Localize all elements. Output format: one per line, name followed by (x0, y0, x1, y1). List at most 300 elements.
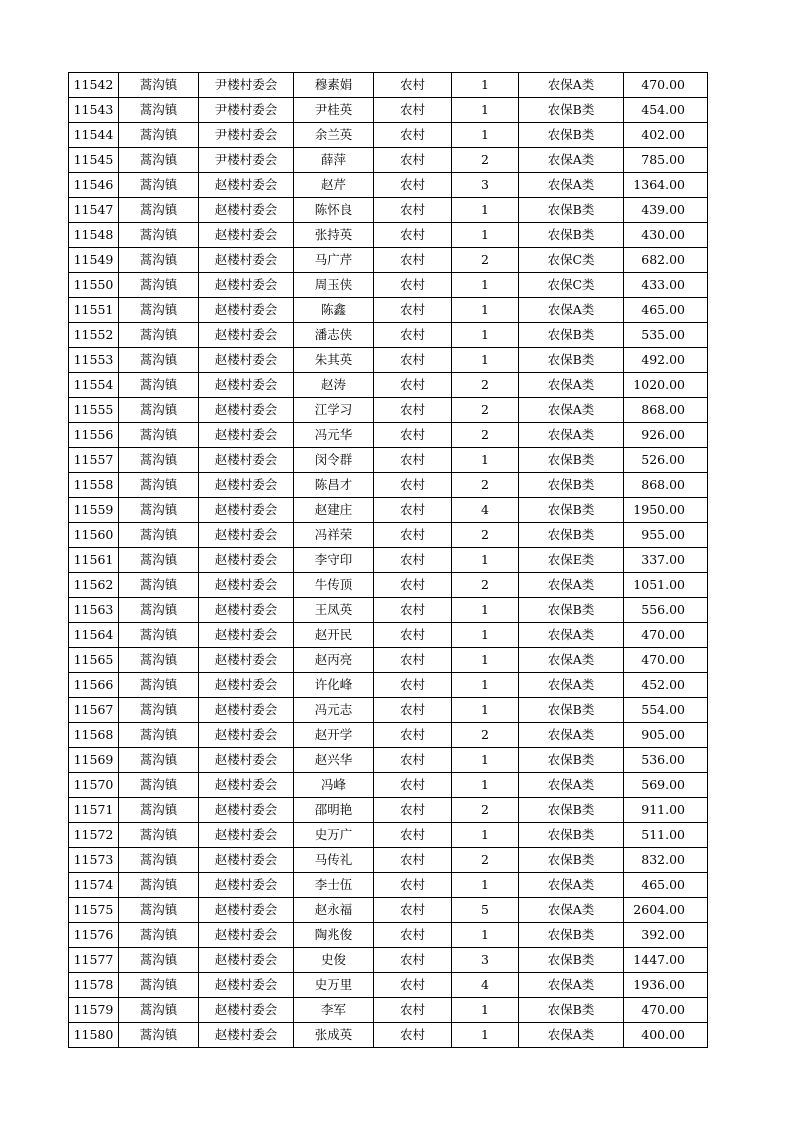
area-type-cell: 农村 (374, 73, 452, 98)
village-committee-cell: 赵楼村委会 (199, 398, 294, 423)
record-id-cell: 11557 (69, 448, 119, 473)
amount-cell: 470.00 (624, 73, 708, 98)
town-cell: 蒿沟镇 (119, 698, 199, 723)
village-committee-cell: 赵楼村委会 (199, 673, 294, 698)
table-row (69, 673, 708, 698)
table-row (69, 248, 708, 273)
table-row (69, 323, 708, 348)
person-name-cell: 许化峰 (294, 673, 374, 698)
amount-cell: 337.00 (624, 548, 708, 573)
insurance-category-cell: 农保B类 (519, 523, 624, 548)
table-row (69, 698, 708, 723)
household-count-cell: 2 (452, 798, 519, 823)
town-cell: 蒿沟镇 (119, 498, 199, 523)
person-name-cell: 赵建庄 (294, 498, 374, 523)
household-count-cell: 2 (452, 473, 519, 498)
record-id-cell: 11553 (69, 348, 119, 373)
area-type-cell: 农村 (374, 148, 452, 173)
record-id-cell: 11546 (69, 173, 119, 198)
town-cell: 蒿沟镇 (119, 648, 199, 673)
amount-cell: 454.00 (624, 98, 708, 123)
area-type-cell: 农村 (374, 923, 452, 948)
town-cell: 蒿沟镇 (119, 73, 199, 98)
amount-cell: 832.00 (624, 848, 708, 873)
area-type-cell: 农村 (374, 173, 452, 198)
amount-cell: 392.00 (624, 923, 708, 948)
town-cell: 蒿沟镇 (119, 173, 199, 198)
household-count-cell: 1 (452, 448, 519, 473)
record-id-cell: 11570 (69, 773, 119, 798)
record-id-cell: 11562 (69, 573, 119, 598)
table-row (69, 473, 708, 498)
person-name-cell: 冯峰 (294, 773, 374, 798)
village-committee-cell: 赵楼村委会 (199, 1023, 294, 1048)
table-row (69, 848, 708, 873)
village-committee-cell: 赵楼村委会 (199, 848, 294, 873)
record-id-cell: 11574 (69, 873, 119, 898)
household-count-cell: 4 (452, 498, 519, 523)
person-name-cell: 史万里 (294, 973, 374, 998)
insurance-category-cell: 农保B类 (519, 448, 624, 473)
insurance-category-cell: 农保B类 (519, 823, 624, 848)
amount-cell: 470.00 (624, 998, 708, 1023)
person-name-cell: 江学习 (294, 398, 374, 423)
town-cell: 蒿沟镇 (119, 898, 199, 923)
amount-cell: 1020.00 (624, 373, 708, 398)
household-count-cell: 1 (452, 773, 519, 798)
person-name-cell: 陈昌才 (294, 473, 374, 498)
person-name-cell: 赵涛 (294, 373, 374, 398)
area-type-cell: 农村 (374, 123, 452, 148)
village-committee-cell: 赵楼村委会 (199, 298, 294, 323)
household-count-cell: 1 (452, 298, 519, 323)
area-type-cell: 农村 (374, 598, 452, 623)
area-type-cell: 农村 (374, 873, 452, 898)
amount-cell: 470.00 (624, 648, 708, 673)
household-count-cell: 3 (452, 948, 519, 973)
record-id-cell: 11560 (69, 523, 119, 548)
village-committee-cell: 尹楼村委会 (199, 98, 294, 123)
record-id-cell: 11554 (69, 373, 119, 398)
town-cell: 蒿沟镇 (119, 273, 199, 298)
person-name-cell: 尹桂英 (294, 98, 374, 123)
insurance-category-cell: 农保B类 (519, 698, 624, 723)
record-id-cell: 11569 (69, 748, 119, 773)
insurance-category-cell: 农保A类 (519, 773, 624, 798)
town-cell: 蒿沟镇 (119, 223, 199, 248)
town-cell: 蒿沟镇 (119, 398, 199, 423)
table-row (69, 573, 708, 598)
record-id-cell: 11563 (69, 598, 119, 623)
amount-cell: 492.00 (624, 348, 708, 373)
table-row (69, 648, 708, 673)
record-id-cell: 11548 (69, 223, 119, 248)
town-cell: 蒿沟镇 (119, 448, 199, 473)
record-id-cell: 11544 (69, 123, 119, 148)
amount-cell: 785.00 (624, 148, 708, 173)
record-id-cell: 11576 (69, 923, 119, 948)
village-committee-cell: 赵楼村委会 (199, 473, 294, 498)
household-count-cell: 1 (452, 673, 519, 698)
amount-cell: 1051.00 (624, 573, 708, 598)
area-type-cell: 农村 (374, 698, 452, 723)
town-cell: 蒿沟镇 (119, 673, 199, 698)
record-id-cell: 11543 (69, 98, 119, 123)
household-count-cell: 1 (452, 598, 519, 623)
area-type-cell: 农村 (374, 673, 452, 698)
records-table-body (69, 73, 708, 1048)
village-committee-cell: 尹楼村委会 (199, 148, 294, 173)
insurance-category-cell: 农保B类 (519, 923, 624, 948)
household-count-cell: 2 (452, 423, 519, 448)
insurance-category-cell: 农保B类 (519, 498, 624, 523)
amount-cell: 400.00 (624, 1023, 708, 1048)
village-committee-cell: 赵楼村委会 (199, 798, 294, 823)
record-id-cell: 11561 (69, 548, 119, 573)
table-row (69, 523, 708, 548)
village-committee-cell: 赵楼村委会 (199, 998, 294, 1023)
household-count-cell: 2 (452, 573, 519, 598)
household-count-cell: 2 (452, 248, 519, 273)
village-committee-cell: 赵楼村委会 (199, 873, 294, 898)
table-row (69, 623, 708, 648)
household-count-cell: 5 (452, 898, 519, 923)
table-row (69, 123, 708, 148)
insurance-category-cell: 农保A类 (519, 873, 624, 898)
insurance-category-cell: 农保A类 (519, 623, 624, 648)
person-name-cell: 赵开民 (294, 623, 374, 648)
table-row (69, 223, 708, 248)
person-name-cell: 陈鑫 (294, 298, 374, 323)
amount-cell: 1950.00 (624, 498, 708, 523)
table-row (69, 823, 708, 848)
amount-cell: 868.00 (624, 473, 708, 498)
record-id-cell: 11565 (69, 648, 119, 673)
household-count-cell: 1 (452, 748, 519, 773)
area-type-cell: 农村 (374, 948, 452, 973)
household-count-cell: 2 (452, 848, 519, 873)
town-cell: 蒿沟镇 (119, 523, 199, 548)
table-row (69, 748, 708, 773)
insurance-category-cell: 农保A类 (519, 648, 624, 673)
area-type-cell: 农村 (374, 273, 452, 298)
amount-cell: 2604.00 (624, 898, 708, 923)
person-name-cell: 薛萍 (294, 148, 374, 173)
household-count-cell: 2 (452, 373, 519, 398)
table-row (69, 273, 708, 298)
person-name-cell: 赵芹 (294, 173, 374, 198)
amount-cell: 569.00 (624, 773, 708, 798)
person-name-cell: 闵令群 (294, 448, 374, 473)
record-id-cell: 11555 (69, 398, 119, 423)
amount-cell: 955.00 (624, 523, 708, 548)
record-id-cell: 11578 (69, 973, 119, 998)
amount-cell: 526.00 (624, 448, 708, 473)
household-count-cell: 1 (452, 198, 519, 223)
record-id-cell: 11545 (69, 148, 119, 173)
record-id-cell: 11579 (69, 998, 119, 1023)
insurance-category-cell: 农保A类 (519, 898, 624, 923)
amount-cell: 465.00 (624, 873, 708, 898)
town-cell: 蒿沟镇 (119, 873, 199, 898)
village-committee-cell: 赵楼村委会 (199, 273, 294, 298)
insurance-category-cell: 农保A类 (519, 173, 624, 198)
area-type-cell: 农村 (374, 298, 452, 323)
town-cell: 蒿沟镇 (119, 423, 199, 448)
insurance-category-cell: 农保B类 (519, 798, 624, 823)
area-type-cell: 农村 (374, 773, 452, 798)
area-type-cell: 农村 (374, 323, 452, 348)
record-id-cell: 11567 (69, 698, 119, 723)
insurance-category-cell: 农保C类 (519, 248, 624, 273)
record-id-cell: 11568 (69, 723, 119, 748)
town-cell: 蒿沟镇 (119, 198, 199, 223)
household-count-cell: 1 (452, 348, 519, 373)
amount-cell: 554.00 (624, 698, 708, 723)
insurance-category-cell: 农保B类 (519, 323, 624, 348)
amount-cell: 465.00 (624, 298, 708, 323)
table-row (69, 873, 708, 898)
person-name-cell: 冯祥荣 (294, 523, 374, 548)
town-cell: 蒿沟镇 (119, 823, 199, 848)
amount-cell: 452.00 (624, 673, 708, 698)
person-name-cell: 冯元华 (294, 423, 374, 448)
insurance-category-cell: 农保A类 (519, 573, 624, 598)
household-count-cell: 1 (452, 923, 519, 948)
town-cell: 蒿沟镇 (119, 573, 199, 598)
town-cell: 蒿沟镇 (119, 598, 199, 623)
village-committee-cell: 赵楼村委会 (199, 348, 294, 373)
village-committee-cell: 赵楼村委会 (199, 573, 294, 598)
record-id-cell: 11550 (69, 273, 119, 298)
record-id-cell: 11564 (69, 623, 119, 648)
village-committee-cell: 赵楼村委会 (199, 748, 294, 773)
table-row (69, 948, 708, 973)
amount-cell: 1364.00 (624, 173, 708, 198)
amount-cell: 439.00 (624, 198, 708, 223)
table-row (69, 1023, 708, 1048)
village-committee-cell: 赵楼村委会 (199, 373, 294, 398)
insurance-category-cell: 农保B类 (519, 348, 624, 373)
village-committee-cell: 赵楼村委会 (199, 598, 294, 623)
household-count-cell: 3 (452, 173, 519, 198)
person-name-cell: 潘志侠 (294, 323, 374, 348)
area-type-cell: 农村 (374, 223, 452, 248)
amount-cell: 911.00 (624, 798, 708, 823)
household-count-cell: 2 (452, 723, 519, 748)
insurance-category-cell: 农保A类 (519, 373, 624, 398)
insurance-category-cell: 农保B类 (519, 198, 624, 223)
person-name-cell: 陈怀良 (294, 198, 374, 223)
amount-cell: 905.00 (624, 723, 708, 748)
person-name-cell: 余兰英 (294, 123, 374, 148)
person-name-cell: 史万广 (294, 823, 374, 848)
household-count-cell: 2 (452, 148, 519, 173)
town-cell: 蒿沟镇 (119, 848, 199, 873)
table-row (69, 923, 708, 948)
person-name-cell: 张持英 (294, 223, 374, 248)
insurance-category-cell: 农保A类 (519, 973, 624, 998)
village-committee-cell: 赵楼村委会 (199, 623, 294, 648)
area-type-cell: 农村 (374, 548, 452, 573)
area-type-cell: 农村 (374, 348, 452, 373)
area-type-cell: 农村 (374, 723, 452, 748)
record-id-cell: 11558 (69, 473, 119, 498)
table-row (69, 798, 708, 823)
insurance-category-cell: 农保A类 (519, 723, 624, 748)
amount-cell: 470.00 (624, 623, 708, 648)
amount-cell: 926.00 (624, 423, 708, 448)
area-type-cell: 农村 (374, 498, 452, 523)
amount-cell: 682.00 (624, 248, 708, 273)
village-committee-cell: 赵楼村委会 (199, 548, 294, 573)
household-count-cell: 2 (452, 523, 519, 548)
town-cell: 蒿沟镇 (119, 773, 199, 798)
person-name-cell: 牛传顶 (294, 573, 374, 598)
village-committee-cell: 赵楼村委会 (199, 498, 294, 523)
household-count-cell: 1 (452, 873, 519, 898)
amount-cell: 556.00 (624, 598, 708, 623)
area-type-cell: 农村 (374, 423, 452, 448)
record-id-cell: 11577 (69, 948, 119, 973)
record-id-cell: 11571 (69, 798, 119, 823)
person-name-cell: 邵明艳 (294, 798, 374, 823)
town-cell: 蒿沟镇 (119, 123, 199, 148)
town-cell: 蒿沟镇 (119, 748, 199, 773)
village-committee-cell: 赵楼村委会 (199, 173, 294, 198)
person-name-cell: 穆素娟 (294, 73, 374, 98)
insurance-category-cell: 农保E类 (519, 548, 624, 573)
record-id-cell: 11580 (69, 1023, 119, 1048)
town-cell: 蒿沟镇 (119, 948, 199, 973)
amount-cell: 536.00 (624, 748, 708, 773)
amount-cell: 1936.00 (624, 973, 708, 998)
village-committee-cell: 赵楼村委会 (199, 723, 294, 748)
town-cell: 蒿沟镇 (119, 98, 199, 123)
village-committee-cell: 赵楼村委会 (199, 823, 294, 848)
area-type-cell: 农村 (374, 573, 452, 598)
record-id-cell: 11559 (69, 498, 119, 523)
village-committee-cell: 尹楼村委会 (199, 73, 294, 98)
record-id-cell: 11575 (69, 898, 119, 923)
household-count-cell: 1 (452, 273, 519, 298)
insurance-category-cell: 农保B类 (519, 473, 624, 498)
household-count-cell: 1 (452, 823, 519, 848)
village-committee-cell: 赵楼村委会 (199, 898, 294, 923)
record-id-cell: 11542 (69, 73, 119, 98)
village-committee-cell: 赵楼村委会 (199, 223, 294, 248)
insurance-category-cell: 农保A类 (519, 1023, 624, 1048)
person-name-cell: 赵永福 (294, 898, 374, 923)
village-committee-cell: 赵楼村委会 (199, 448, 294, 473)
village-committee-cell: 赵楼村委会 (199, 698, 294, 723)
person-name-cell: 赵丙亮 (294, 648, 374, 673)
insurance-category-cell: 农保B类 (519, 98, 624, 123)
household-count-cell: 1 (452, 323, 519, 348)
insurance-category-cell: 农保A类 (519, 398, 624, 423)
records-table (68, 72, 708, 1048)
area-type-cell: 农村 (374, 623, 452, 648)
insurance-category-cell: 农保B类 (519, 223, 624, 248)
household-count-cell: 1 (452, 698, 519, 723)
table-row (69, 73, 708, 98)
town-cell: 蒿沟镇 (119, 798, 199, 823)
household-count-cell: 1 (452, 123, 519, 148)
record-id-cell: 11573 (69, 848, 119, 873)
village-committee-cell: 赵楼村委会 (199, 248, 294, 273)
insurance-category-cell: 农保C类 (519, 273, 624, 298)
town-cell: 蒿沟镇 (119, 998, 199, 1023)
person-name-cell: 陶兆俊 (294, 923, 374, 948)
town-cell: 蒿沟镇 (119, 323, 199, 348)
insurance-category-cell: 农保B类 (519, 748, 624, 773)
town-cell: 蒿沟镇 (119, 723, 199, 748)
town-cell: 蒿沟镇 (119, 923, 199, 948)
insurance-category-cell: 农保A类 (519, 298, 624, 323)
table-row (69, 898, 708, 923)
area-type-cell: 农村 (374, 198, 452, 223)
table-row (69, 998, 708, 1023)
village-committee-cell: 尹楼村委会 (199, 123, 294, 148)
table-row (69, 548, 708, 573)
town-cell: 蒿沟镇 (119, 348, 199, 373)
person-name-cell: 赵兴华 (294, 748, 374, 773)
table-row (69, 148, 708, 173)
household-count-cell: 1 (452, 1023, 519, 1048)
insurance-category-cell: 农保B类 (519, 998, 624, 1023)
record-id-cell: 11547 (69, 198, 119, 223)
area-type-cell: 农村 (374, 648, 452, 673)
person-name-cell: 冯元志 (294, 698, 374, 723)
town-cell: 蒿沟镇 (119, 298, 199, 323)
person-name-cell: 史俊 (294, 948, 374, 973)
area-type-cell: 农村 (374, 448, 452, 473)
person-name-cell: 马传礼 (294, 848, 374, 873)
table-row (69, 398, 708, 423)
insurance-category-cell: 农保B类 (519, 948, 624, 973)
table-row (69, 448, 708, 473)
table-row (69, 598, 708, 623)
record-id-cell: 11556 (69, 423, 119, 448)
person-name-cell: 朱其英 (294, 348, 374, 373)
area-type-cell: 农村 (374, 98, 452, 123)
village-committee-cell: 赵楼村委会 (199, 523, 294, 548)
table-row (69, 173, 708, 198)
area-type-cell: 农村 (374, 973, 452, 998)
area-type-cell: 农村 (374, 823, 452, 848)
amount-cell: 433.00 (624, 273, 708, 298)
table-row (69, 773, 708, 798)
village-committee-cell: 赵楼村委会 (199, 973, 294, 998)
town-cell: 蒿沟镇 (119, 548, 199, 573)
table-row (69, 973, 708, 998)
insurance-category-cell: 农保A类 (519, 73, 624, 98)
household-count-cell: 4 (452, 973, 519, 998)
person-name-cell: 李士伍 (294, 873, 374, 898)
person-name-cell: 周玉侠 (294, 273, 374, 298)
table-row (69, 298, 708, 323)
village-committee-cell: 赵楼村委会 (199, 198, 294, 223)
town-cell: 蒿沟镇 (119, 473, 199, 498)
village-committee-cell: 赵楼村委会 (199, 923, 294, 948)
area-type-cell: 农村 (374, 398, 452, 423)
record-id-cell: 11549 (69, 248, 119, 273)
town-cell: 蒿沟镇 (119, 373, 199, 398)
town-cell: 蒿沟镇 (119, 623, 199, 648)
household-count-cell: 1 (452, 223, 519, 248)
insurance-category-cell: 农保B类 (519, 848, 624, 873)
town-cell: 蒿沟镇 (119, 973, 199, 998)
